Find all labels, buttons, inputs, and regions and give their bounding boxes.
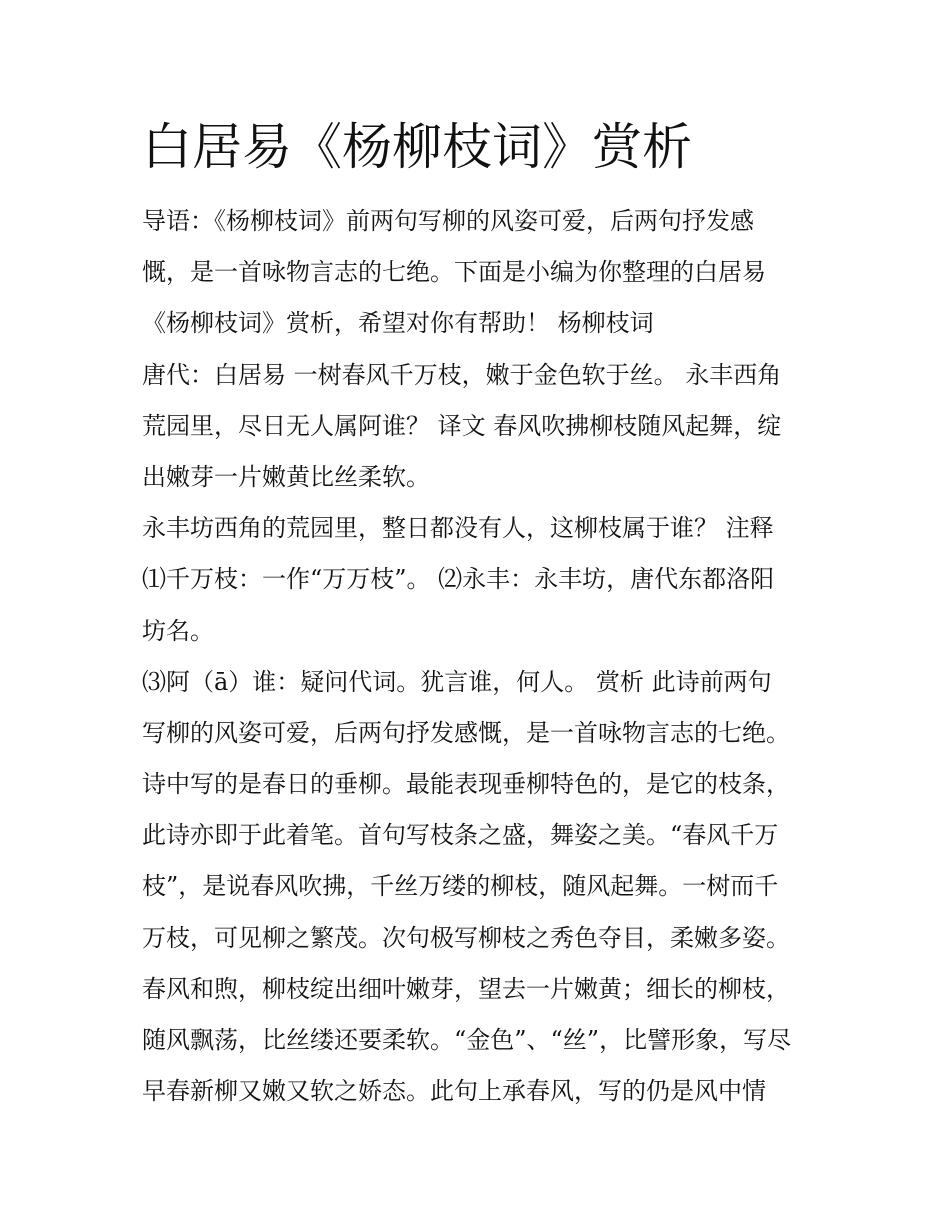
text-line: 此诗亦即于此着笔。首句写枝条之盛，舞姿之美。“春风千万: [142, 821, 779, 850]
text-line: 早春新柳又嫩又软之娇态。此句上承春风，写的仍是风中情: [142, 1077, 766, 1106]
text-line: 春风和煦，柳枝绽出细叶嫩芽，望去一片嫩黄；细长的柳枝，: [142, 974, 790, 1003]
text-line: ⑶阿（ā）谁：疑问代词。犹言谁，何人。 赏析 此诗前两句: [142, 667, 772, 696]
text-line: 随风飘荡，比丝缕还要柔软。“金色”、“丝”，比譬形象，写尽: [142, 1026, 792, 1054]
text-line: 万枝，可见柳之繁茂。次句极写柳枝之秀色夺目，柔嫩多姿。: [142, 923, 790, 952]
text-line: 慨，是一首咏物言志的七绝。下面是小编为你整理的白居易: [142, 258, 766, 287]
text-line: 枝”，是说春风吹拂，千丝万缕的柳枝，随风起舞。一树而千: [142, 872, 779, 901]
text-line: 写柳的风姿可爱，后两句抒发感慨，是一首咏物言志的七绝。: [142, 718, 790, 747]
text-line: 唐代：白居易 一树春风千万枝，嫩于金色软于丝。 永丰西角: [142, 360, 782, 389]
text-line: 出嫩芽一片嫩黄比丝柔软。: [142, 462, 430, 491]
text-line: 永丰坊西角的荒园里，整日都没有人，这柳枝属于谁？ 注释: [142, 514, 774, 543]
text-line: 导语：《杨柳枝词》前两句写柳的风姿可爱，后两句抒发感: [142, 207, 754, 235]
text-line: ⑴千万枝：一作“万万枝”。 ⑵永丰：永丰坊，唐代东都洛阳: [142, 565, 775, 594]
body-text: [142, 196, 832, 1117]
text-line: 坊名。: [142, 616, 214, 645]
text-line: 荒园里，尽日无人属阿谁？ 译文 春风吹拂柳枝随风起舞，绽: [142, 411, 782, 440]
text-line: 诗中写的是春日的垂柳。最能表现垂柳特色的，是它的枝条，: [142, 770, 790, 799]
text-line: 《杨柳枝词》赏析，希望对你有帮助！ 杨柳枝词: [142, 309, 654, 338]
page-title: 白居易《杨柳枝词》赏析: [142, 118, 692, 176]
